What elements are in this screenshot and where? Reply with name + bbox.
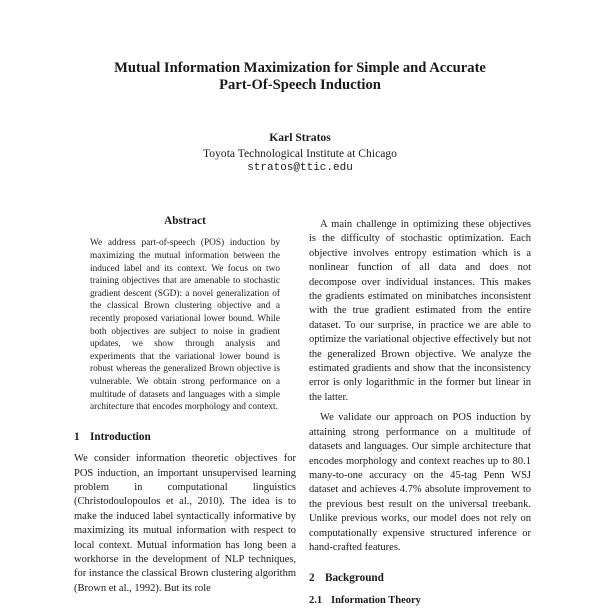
author-email: stratos@ttic.edu <box>247 162 353 174</box>
author-block <box>40 130 560 177</box>
paragraph-validation: We validate our approach on POS induction by attaining strong performance on a multitude of datasets and languages. Our simple architecture that encodes morphology and context reaches up to 80.1 many-to-one accuracy on the 45-tag Penn WSJ dataset and achieves 4.7% absolute improvement to the previous best result on the universal treebank. Unlike previous works, our model does not rely on computationally expensive structured inference or hand-crafted features. <box>309 412 531 553</box>
left-column <box>74 214 296 596</box>
introduction-paragraph: We consider information theoretic objectives for POS induction, an important unsupervised learning problem in computational linguistics (Christodoulopoulos et al., 2010). The idea is to make the induced label syntactically informative by maximizing its mutual information with respect to local context. Mutual information has long been a workhorse in the development of NLP techniques, for instance the classical Brown clustering algorithm (Brown et al., 1992). But its role <box>74 453 296 594</box>
paragraph-optimization-challenge: A main challenge in optimizing these objectives is the difficulty of stochastic optimization. Each objective involves entropy estimation which is a nonlinear function of all data and does not decompose over individual instances. This makes the gradients estimated on minibatches inconsistent with the true gradient estimated from the entire dataset. To our surprise, in practice we are able to optimize the variational objective effectively but not the generalized Brown objective. We analyze the estimated gradients and show that the inconsistency error is only logarithmic in the former but linear in the latter. <box>309 219 531 403</box>
abstract-heading: Abstract <box>164 215 206 227</box>
subsection-number: 2.1 <box>309 594 323 606</box>
paper-title <box>40 60 560 94</box>
subsection-heading-information-theory <box>309 594 531 608</box>
author-affiliation: Toyota Technological Institute at Chicago <box>203 146 397 160</box>
section-heading-introduction <box>74 430 296 444</box>
title-line-2: Part-Of-Speech Induction <box>219 77 381 93</box>
section-number: 2 <box>309 572 315 585</box>
section-title: Background <box>325 572 384 585</box>
section-heading-background <box>309 571 531 585</box>
author-name: Karl Stratos <box>269 131 331 144</box>
subsection-title: Information Theory <box>331 594 421 606</box>
abstract-text: We address part-of-speech (POS) induction by maximizing the mutual information between the induced label and its context. We focus on two training objectives that are amenable to stochastic gradient descent (SGD): a novel generalization of the classical Brown clustering objective and a recently proposed variational lower bound. While both objectives are subject to noise in gradient updates, we show through analysis and experiments that the variational lower bound is robust whereas the generalized Brown objective is vulnerable. We obtain strong performance on a multitude of datasets and languages with a simple architecture that encodes morphology and context. <box>90 238 280 413</box>
right-column <box>309 214 531 608</box>
section-title: Introduction <box>90 430 151 443</box>
section-number: 1 <box>74 430 80 443</box>
title-line-1: Mutual Information Maximization for Simple and Accurate <box>114 60 486 76</box>
